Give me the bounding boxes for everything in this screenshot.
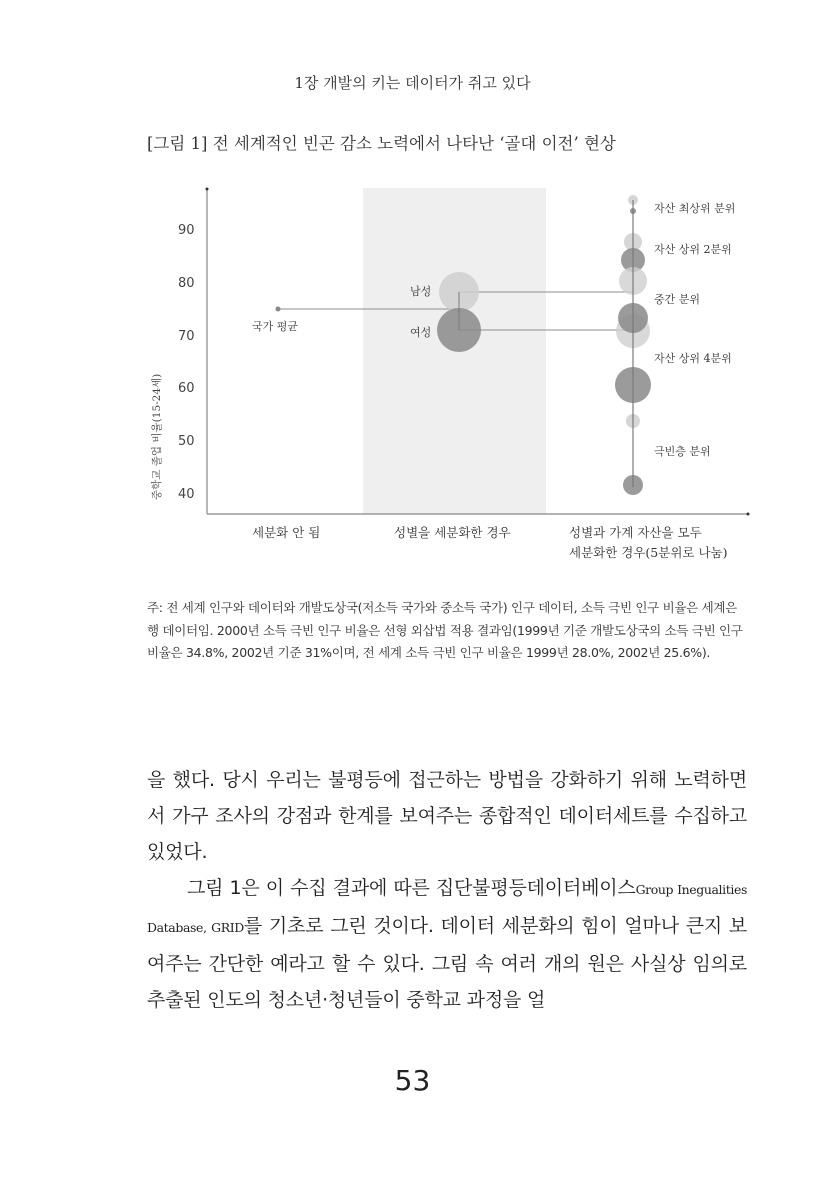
category-label: 성별을 세분화한 경우: [394, 525, 511, 540]
national-average-point: [276, 307, 281, 312]
y-axis-label: 중학교 졸업 비율(15-24세): [151, 373, 163, 500]
label-national-average: 국가 평균: [252, 320, 299, 333]
y-tick: 60: [178, 381, 195, 396]
y-tick: 50: [178, 434, 195, 449]
y-tick: 90: [178, 223, 195, 238]
paragraph: [147, 870, 747, 1018]
latin-term: Group Inegualities Database, GRID: [147, 882, 747, 935]
running-head: 1장 개발의 키는 데이터가 쥐고 있다: [294, 74, 531, 92]
label-q-poor: 극빈층 분위: [654, 445, 711, 458]
page-number: 53: [394, 1064, 431, 1097]
figure-note: 주: 전 세계 인구와 데이터와 개발도상국(저소득 국가와 중소득 국가) 인구 데이터, 소득 극빈 인구 비율은 세계은행 데이터임. 2000년 소득 극빈 인구 비율은 선형 외삽법 적용 결과임(1999년 기준 개발도상국의 소득 극빈 인구 비율은 34.8%, 2002년 기준 31%이며, 전 세계 소득 극빈 인구 비율은 1999년 28.0%, 2002년 25.6%).: [147, 600, 743, 660]
y-tick: 70: [178, 329, 195, 344]
category-label: 세분화한 경우(5분위로 나눔): [569, 545, 728, 560]
x-axis-end-dot: [747, 513, 750, 516]
label-q4: 자산 상위 4분위: [654, 352, 732, 365]
body-text: [147, 762, 747, 1018]
paragraph: 을 했다. 당시 우리는 불평등에 접근하는 방법을 강화하기 위해 노력하면서 가구 조사의 강점과 한계를 보여주는 종합적인 데이터세트를 수집하고 있었다.: [147, 769, 747, 863]
label-q2: 자산 상위 2분위: [654, 243, 732, 256]
label-male: 남성: [410, 285, 432, 298]
label-female: 여성: [410, 326, 432, 339]
paragraph-start: 그림 1은 이 수집 결과에 따른 집단불평등데이터베이스: [187, 877, 636, 899]
label-q-mid: 중간 분위: [654, 293, 701, 306]
y-axis-end-dot: [206, 188, 209, 191]
label-q-top: 자산 최상위 분위: [654, 202, 736, 215]
y-tick: 40: [178, 487, 195, 502]
figure-title: [그림 1] 전 세계적인 빈곤 감소 노력에서 나타난 ‘골대 이전’ 현상: [147, 134, 616, 153]
y-tick: 80: [178, 276, 195, 291]
category-label: 성별과 가계 자산을 모두: [569, 525, 702, 540]
category-label: 세분화 안 됨: [252, 525, 321, 540]
paragraph-rest: 를 기초로 그린 것이다. 데이터 세분화의 힘이 얼마나 큰지 보여주는 간단한 예라고 할 수 있다. 그림 속 여러 개의 원은 사실상 임의로 추출된 인도의 청소년·청년들이 중학교 과정을 얼: [147, 915, 748, 1011]
